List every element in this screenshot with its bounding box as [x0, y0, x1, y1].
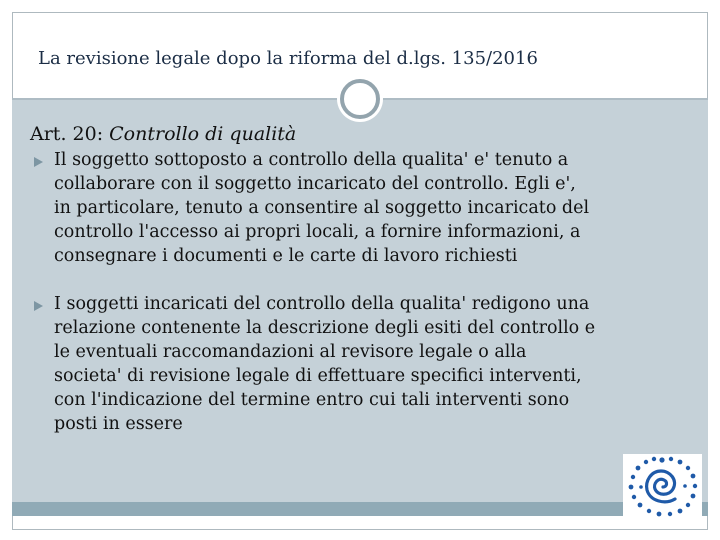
spiral-logo-graphic — [623, 454, 702, 519]
bullet-line: controllo l'accesso ai propri locali, a fornire informazioni, a — [54, 222, 581, 242]
bullet-item-2 — [30, 292, 700, 436]
bullet-line: con l'indicazione del termine entro cui tali interventi sono — [54, 390, 570, 410]
bullet-line: relazione contenente la descrizione degli esiti del controllo e — [54, 318, 596, 338]
article-number: Art. 20: — [30, 123, 110, 145]
slide-title: La revisione legale dopo la riforma del d.lgs. 135/2016 — [38, 48, 538, 69]
ring-ornament-icon — [340, 79, 380, 119]
bullet-line: in particolare, tenuto a consentire al soggetto incaricato del — [54, 198, 590, 218]
triangle-bullet-icon — [34, 157, 43, 167]
bullet-line: collaborare con il soggetto incaricato del controllo. Egli e', — [54, 174, 576, 194]
article-heading — [30, 122, 700, 146]
article-title: Controllo di qualità — [109, 123, 297, 145]
bullet-line: I soggetti incaricati del controllo della qualita' redigono una — [54, 294, 590, 314]
spiral-logo-icon — [623, 454, 702, 519]
slide-body — [30, 122, 700, 436]
bullet-line: le eventuali raccomandazioni al revisore legale o alla — [54, 342, 527, 362]
bullet-line: posti in essere — [54, 414, 183, 434]
bullet-item-1 — [30, 148, 700, 268]
bullet-line: consegnare i documenti e le carte di lavoro richiesti — [54, 246, 518, 266]
footer-bar — [12, 502, 708, 516]
bullet-line: societa' di revisione legale di effettuare specifici interventi, — [54, 366, 582, 386]
triangle-bullet-icon — [34, 301, 43, 311]
bullet-line: Il soggetto sottoposto a controllo della qualita' e' tenuto a — [54, 150, 569, 170]
